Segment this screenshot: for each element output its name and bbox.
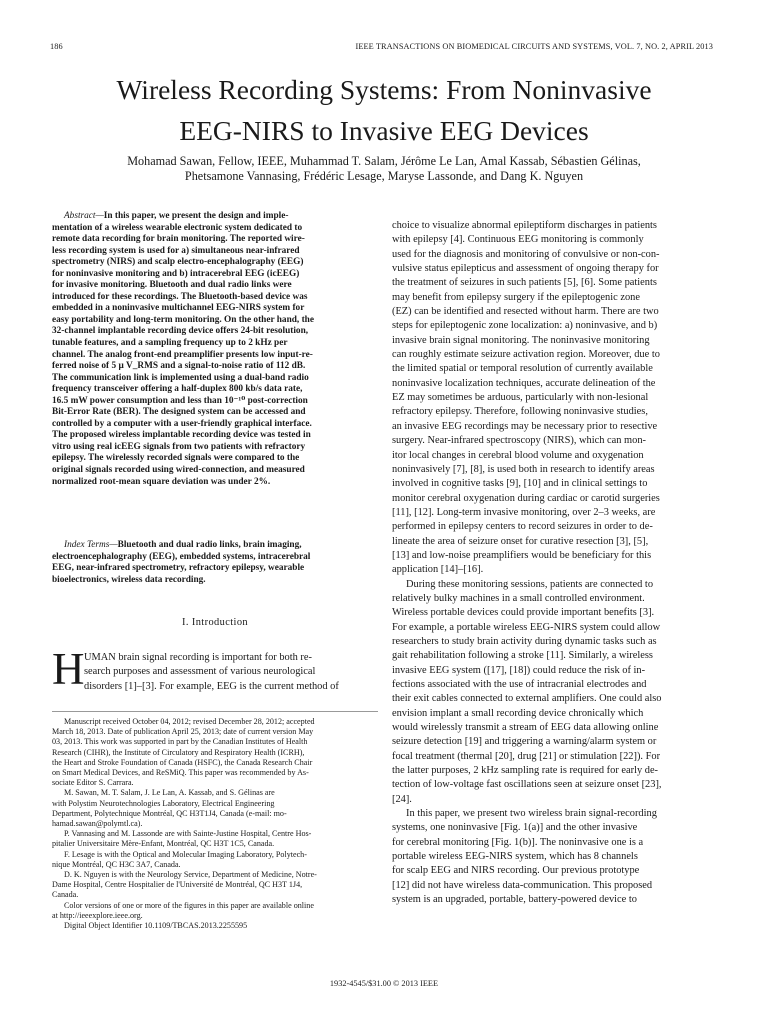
abstract-line: The communication link is implemented using a dual-band radio xyxy=(52,372,309,383)
abstract-line: embedded in a noninvasive multichannel EEG-NIRS system for xyxy=(52,303,305,314)
abstract xyxy=(52,211,378,488)
abstract-line: controlled by a computer with a user-friendly graphical interface. xyxy=(52,418,312,429)
body-line: focal treatment (thermal [20], drug [21] or stimulation [22]). For xyxy=(392,750,661,762)
body-line: invasive EEG system ([17], [18]) could reduce the risk of in- xyxy=(392,664,646,676)
body-line: EZ may sometimes be arduous, particularly with non-lesional xyxy=(392,392,649,404)
running-header: IEEE TRANSACTIONS ON BIOMEDICAL CIRCUITS AND SYSTEMS, VOL. 7, NO. 2, APRIL 2013 xyxy=(355,42,713,51)
body-line: fections associated with the use of intracranial electrodes and xyxy=(392,679,647,690)
abstract-line: introduced for these recordings. The Bluetooth-based device was xyxy=(52,291,308,302)
footnote-line: F. Lesage is with the Optical and Molecular Imaging Laboratory, Polytech- xyxy=(64,849,307,859)
body-line: [12] did not have wireless data-communication. This proposed xyxy=(392,879,653,891)
body-line: noninvasively [7], [8], is used both in research to identify areas xyxy=(392,463,655,475)
footnote-line: nique Montréal, QC H3C 3A7, Canada. xyxy=(52,859,181,869)
abstract-line: for noninvasive monitoring and b) intracerebral EEG (icEEG) xyxy=(52,268,300,279)
body-line: In this paper, we present two wireless brain signal-recording xyxy=(406,808,657,820)
footnote-line: sociate Editor S. Carrara. xyxy=(52,778,134,788)
body-line: with epilepsy [4]. Continuous EEG monitoring is commonly xyxy=(392,234,644,246)
footnote-line: Department, Polytechnique Montréal, QC H3T1J4, Canada (e-mail: mo- xyxy=(52,808,287,818)
abstract-line: mentation of a wireless wearable electronic system dedicated to xyxy=(52,222,303,233)
body-line: portable wireless EEG-NIRS system, which has 8 channels xyxy=(392,851,638,863)
drop-cap: H xyxy=(52,644,85,694)
footnote-line: D. K. Nguyen is with the Neurology Service, Department of Medicine, Notre- xyxy=(64,870,317,880)
body-line: itor local changes in cerebral blood volume and oxygenation xyxy=(392,449,644,461)
abstract-line: ferred noise of 5 μ V_RMS and a signal-to-noise ratio of 112 dB. xyxy=(52,361,306,372)
copyright-footer: 1932-4545/$31.00 © 2013 IEEE xyxy=(329,979,439,988)
abstract-label: Abstract— xyxy=(64,211,104,221)
body-line: vulsive status epilepticus and assessment of ongoing therapy for xyxy=(392,263,659,275)
body-line: invasive brain signal monitoring. The noninvasive monitoring xyxy=(392,334,650,346)
footnotes xyxy=(52,717,378,931)
body-line: For example, a portable wireless EEG-NIRS system could allow xyxy=(392,621,661,633)
abstract-line: vitro using real icEEG signals from two patients with refractory xyxy=(52,441,306,452)
body-line: system is an upgraded, portable, battery-powered device to xyxy=(392,894,637,906)
footnote-line: March 18, 2013. Date of publication April 25, 2013; date of current version May xyxy=(52,727,314,737)
footnote-line: with Polystim Neurotechnologies Laboratory, Electrical Engineering xyxy=(52,798,275,808)
body-line: steps for epileptogenic zone localization: a) noninvasive, and b) xyxy=(392,320,658,332)
body-line: application [14]–[16]. xyxy=(392,564,484,576)
body-line: performed in epilepsy centers to record seizures in order to de- xyxy=(392,521,653,533)
abstract-line: 32-channel implantable recording device offers 24-bit resolution, xyxy=(52,326,309,337)
author-list-line-1: Mohamad Sawan, Fellow, IEEE, Muhammad T. Salam, Jérôme Le Lan, Amal Kassab, Sébastien Gélinas, xyxy=(127,154,641,168)
body-line: systems, one noninvasive [Fig. 1(a)] and the other invasive xyxy=(392,822,638,834)
body-line: researchers to study brain activity during dynamic tasks such as xyxy=(392,635,657,647)
body-line: noninvasive localization techniques, accurate delineation of the xyxy=(392,377,656,389)
abstract-line: spectrometry (NIRS) and scalp electro-encephalography (EEG) xyxy=(52,257,304,268)
body-line: their exit cables connected to external amplifiers. One could also xyxy=(392,693,662,705)
body-line: would wirelessly transmit a stream of EEG data allowing online xyxy=(392,722,659,734)
intro-line: search purposes and assessment of various neurological xyxy=(84,666,316,678)
body-line: for cerebral monitoring [Fig. 1(b)]. The noninvasive one is a xyxy=(392,836,644,848)
author-list-line-2: Phetsamone Vannasing, Frédéric Lesage, Maryse Lassonde, and Dang K. Nguyen xyxy=(184,169,584,183)
index-terms-line: electroencephalography (EEG), embedded systems, intracerebral xyxy=(52,551,311,562)
abstract-line: epilepsy. The wirelessly recorded signals were compared to the xyxy=(52,453,300,464)
footnote-line: P. Vannasing and M. Lassonde are with Sainte-Justine Hospital, Centre Hos- xyxy=(64,829,312,839)
footnote-divider xyxy=(52,711,378,712)
introduction-opening xyxy=(52,651,378,694)
abstract-line: channel. The analog front-end preamplifier presents low input-re- xyxy=(52,349,313,360)
body-line: During these monitoring sessions, patients are connected to xyxy=(406,578,654,590)
paper-title-line-1: Wireless Recording Systems: From Noninvasive xyxy=(116,74,652,105)
body-line: tection of low-voltage fast oscillations seen at seizure onset [23], xyxy=(392,779,662,791)
footnote-line: hamad.sawan@polymtl.ca). xyxy=(52,819,143,829)
body-line: the limited spatial or temporal resolution of currently available xyxy=(392,363,653,375)
footnote-line: 03, 2013. This work was supported in part by the Canadian Institutes of Health xyxy=(52,737,308,747)
body-line: Wireless portable devices could provide important benefits [3]. xyxy=(392,607,655,619)
body-line: monitor cerebral oxygenation during cardiac or carotid surgeries xyxy=(392,492,660,504)
intro-line: UMAN brain signal recording is important for both re- xyxy=(84,652,312,663)
abstract-line: for invasive monitoring. Bluetooth and dual radio links were xyxy=(52,280,292,291)
index-terms-label: Index Terms— xyxy=(64,540,118,550)
body-line: an invasive EEG recordings may be necessary prior to resective xyxy=(392,420,658,432)
paper-title-line-2: EEG-NIRS to Invasive EEG Devices xyxy=(179,115,589,146)
body-line: (EZ) can be identified and resected without harm. There are two xyxy=(392,306,659,318)
page-number: 186 xyxy=(50,42,63,51)
footnote-line: Digital Object Identifier 10.1109/TBCAS.2013.2255595 xyxy=(64,921,248,931)
footnote-line: M. Sawan, M. T. Salam, J. Le Lan, A. Kassab, and S. Gélinas are xyxy=(64,788,275,798)
abstract-line: remote data recording for brain monitoring. The reported wire- xyxy=(52,234,305,245)
body-line: relatively bulky machines in a small controlled environment. xyxy=(392,592,645,604)
body-line: surgery. Near-infrared spectroscopy (NIRS), which can mon- xyxy=(392,435,646,447)
body-line: the latter purposes, 2 kHz sampling rate is required for early de- xyxy=(392,765,659,777)
footnote-line: Manuscript received October 04, 2012; revised December 28, 2012; accepted xyxy=(64,717,315,726)
body-line: [24]. xyxy=(392,793,412,805)
index-terms xyxy=(52,540,378,586)
intro-line: disorders [1]–[3]. For example, EEG is the current method of xyxy=(84,680,339,692)
body-line: the treatment of seizures in such patients [5], [6]. Some patients xyxy=(392,277,657,289)
footnote-line: Canada. xyxy=(52,890,79,900)
section-heading-introduction: I. Introduction xyxy=(181,617,249,628)
footnote-line: Color versions of one or more of the figures in this paper are available online xyxy=(64,900,314,910)
body-line: for scalp EEG and NIRS recording. Our previous prototype xyxy=(392,865,640,877)
abstract-line: less recording system is used for a) simultaneous near-infrared xyxy=(52,245,300,256)
body-text-right-column xyxy=(392,219,724,908)
index-terms-line: EEG, near-infrared spectrometry, refractory epilepsy, wearable xyxy=(52,563,305,574)
body-line: may benefit from epilepsy surgery if the epileptogenic zone xyxy=(392,291,640,303)
footnote-line: the Heart and Stroke Foundation of Canada (HSFC), the Canada Research Chair xyxy=(52,757,313,767)
footnote-line: Dame Hospital, Centre Hospitalier de l'Université de Montréal, QC H3T 1J4, xyxy=(52,880,303,890)
abstract-line: original signals recorded using wired-connection, and measured xyxy=(52,465,305,476)
abstract-line: The proposed wireless implantable recording device was tested in xyxy=(52,430,311,441)
body-line: gait rehabilitation following a stroke [11]. Similarly, a wireless xyxy=(392,650,653,662)
abstract-line: normalized root-mean square deviation was under 2%. xyxy=(52,476,271,487)
abstract-line: tunable features, and a sampling frequency up to 2 kHz per xyxy=(52,338,288,349)
abstract-line: In this paper, we present the design and imple- xyxy=(103,211,289,221)
index-terms-line: bioelectronics, wireless data recording. xyxy=(52,574,206,585)
body-line: lineate the area of seizure onset for curative resection [3], [5], xyxy=(392,535,649,547)
footnote-line: at http://ieeexplore.ieee.org. xyxy=(52,910,143,920)
body-line: involved in cognitive tasks [9], [10] and in clinical settings to xyxy=(392,478,648,490)
abstract-line: 16.5 mW power consumption and less than 10⁻¹⁰ post-correction xyxy=(52,395,308,406)
footnote-line: Research (CIHR), the Institute of Circulatory and Respiratory Health (ICRH), xyxy=(52,747,305,757)
abstract-line: frequency transceiver offering a half-duplex 800 kb/s data rate, xyxy=(52,384,303,395)
body-line: [11], [12]. Long-term invasive monitoring, over 2–3 weeks, are xyxy=(392,506,656,518)
body-line: seizure detection [19] and triggering a warning/alarm system or xyxy=(392,736,657,748)
abstract-line: easy portability and long-term monitoring. On the other hand, the xyxy=(52,314,314,325)
index-terms-line: Bluetooth and dual radio links, brain imaging, xyxy=(117,540,302,550)
footnote-line: on Smart Medical Devices, and ReSMiQ. This paper was recommended by As- xyxy=(52,768,309,778)
footnote-line: pitalier Universitaire Mère-Enfant, Montréal, QC H3T 1C5, Canada. xyxy=(52,839,275,849)
abstract-line: Bit-Error Rate (BER). The designed system can be accessed and xyxy=(52,407,306,418)
body-line: [13] and low-noise preamplifiers would be beneficiary for this xyxy=(392,549,652,561)
body-line: choice to visualize abnormal epileptiform discharges in patients xyxy=(392,220,657,231)
body-line: envision implant a small recording device chronically which xyxy=(392,707,644,719)
body-line: can roughly estimate seizure activation region. Moreover, due to xyxy=(392,349,660,361)
body-line: refractory epilepsy. Therefore, following noninvasive studies, xyxy=(392,406,648,418)
body-line: used for the diagnosis and monitoring of convulsive or non-con- xyxy=(392,248,660,260)
